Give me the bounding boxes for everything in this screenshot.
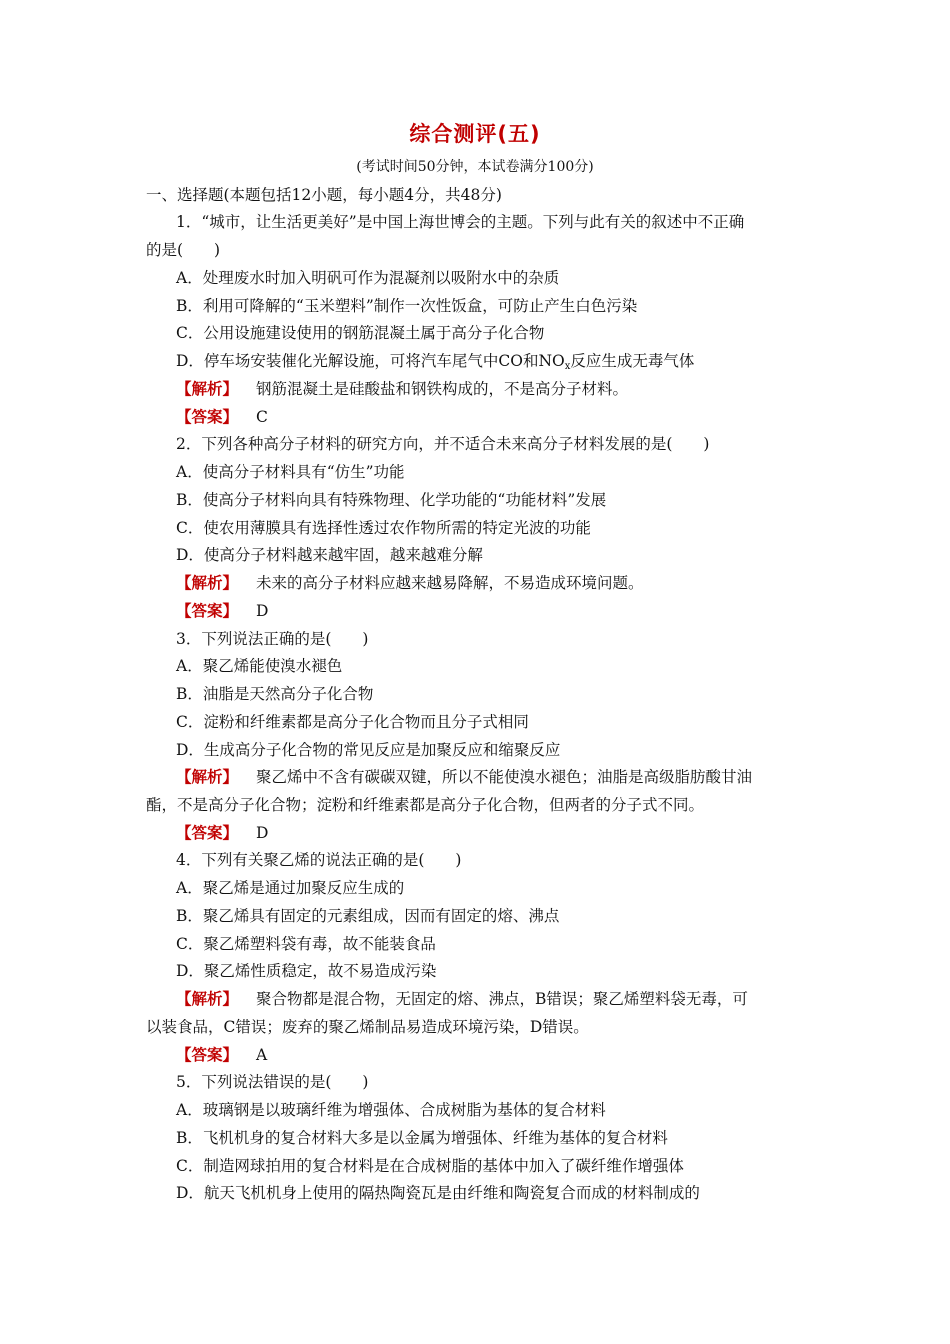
- q1-answer-value: C: [256, 408, 268, 426]
- q4-answer: [176, 1045, 267, 1065]
- q2-analysis: [176, 573, 644, 593]
- q4-option-a: A．聚乙烯是通过加聚反应生成的: [176, 879, 405, 897]
- analysis-tag: 【解析】: [176, 989, 239, 1008]
- q1-analysis-text: 钢筋混凝土是硅酸盐和钢铁构成的，不是高分子材料。: [256, 380, 629, 398]
- q1-stem-cont: 的是( ): [146, 241, 221, 259]
- analysis-tag: 【解析】: [176, 573, 239, 592]
- q3-analysis-text: 聚乙烯中不含有碳碳双键，所以不能使溴水褪色；油脂是高级脂肪酸甘油: [256, 768, 753, 786]
- q1-option-a: A．处理废水时加入明矾可作为混凝剂以吸附水中的杂质: [176, 269, 560, 287]
- q2-stem: 2．下列各种高分子材料的研究方向，并不适合未来高分子材料发展的是( ): [176, 435, 710, 453]
- answer-tag: 【答案】: [176, 823, 239, 842]
- q4-answer-value: A: [256, 1046, 268, 1064]
- answer-tag: 【答案】: [176, 601, 239, 620]
- q5-option-a: A．玻璃钢是以玻璃纤维为增强体、合成树脂为基体的复合材料: [176, 1101, 606, 1119]
- q3-answer: [176, 823, 268, 843]
- q5-option-c: C．制造网球拍用的复合材料是在合成树脂的基体中加入了碳纤维作增强体: [176, 1157, 684, 1175]
- q1-option-b: B．利用可降解的“玉米塑料”制作一次性饭盒，可防止产生白色污染: [176, 297, 638, 315]
- q2-option-a: A．使高分子材料具有“仿生”功能: [176, 463, 405, 481]
- q1-option-d: [176, 351, 694, 377]
- q3-option-c: C．淀粉和纤维素都是高分子化合物而且分子式相同: [176, 713, 529, 731]
- q2-option-d: D．使高分子材料越来越牢固，越来越难分解: [176, 546, 483, 564]
- analysis-tag: 【解析】: [176, 767, 239, 786]
- q3-analysis-cont: 酯，不是高分子化合物；淀粉和纤维素都是高分子化合物，但两者的分子式不同。: [146, 796, 705, 814]
- q4-analysis: [176, 989, 748, 1009]
- q3-analysis: [176, 767, 752, 787]
- q1-option-d-text-end: 反应生成无毒气体: [570, 352, 695, 370]
- q5-stem: 5．下列说法错误的是( ): [176, 1073, 369, 1091]
- q5-option-d: D．航天飞机机身上使用的隔热陶瓷瓦是由纤维和陶瓷复合而成的材料制成的: [176, 1184, 700, 1202]
- q1-stem: 1．“城市，让生活更美好”是中国上海世博会的主题。下列与此有关的叙述中不正确: [176, 213, 745, 231]
- section-heading: 一、选择题(本题包括12小题，每小题4分，共48分): [146, 186, 502, 204]
- q4-option-c: C．聚乙烯塑料袋有毒，故不能装食品: [176, 935, 436, 953]
- q4-option-d: D．聚乙烯性质稳定，故不易造成污染: [176, 962, 437, 980]
- q4-analysis-text: 聚合物都是混合物，无固定的熔、沸点，B错误；聚乙烯塑料袋无毒，可: [256, 990, 748, 1008]
- q1-option-c: C．公用设施建设使用的钢筋混凝土属于高分子化合物: [176, 324, 545, 342]
- q3-option-d: D．生成高分子化合物的常见反应是加聚反应和缩聚反应: [176, 741, 561, 759]
- q5-option-b: B．飞机机身的复合材料大多是以金属为增强体、纤维为基体的复合材料: [176, 1129, 668, 1147]
- q3-answer-value: D: [256, 824, 269, 842]
- q2-analysis-text: 未来的高分子材料应越来越易降解，不易造成环境问题。: [256, 574, 644, 592]
- q4-analysis-cont: 以装食品，C错误；废弃的聚乙烯制品易造成环境污染，D错误。: [146, 1018, 589, 1036]
- q1-option-d-subscript: x: [564, 361, 571, 372]
- q2-answer-value: D: [256, 602, 269, 620]
- q3-option-b: B．油脂是天然高分子化合物: [176, 685, 374, 703]
- q3-option-a: A．聚乙烯能使溴水褪色: [176, 657, 343, 675]
- analysis-tag: 【解析】: [176, 379, 239, 398]
- answer-tag: 【答案】: [176, 407, 239, 426]
- q4-stem: 4．下列有关聚乙烯的说法正确的是( ): [176, 851, 462, 869]
- q1-analysis: [176, 379, 628, 399]
- answer-tag: 【答案】: [176, 1045, 239, 1064]
- q1-option-d-text: D．停车场安装催化光解设施，可将汽车尾气中CO和NO: [176, 352, 565, 370]
- page-title: 综合测评(五): [409, 122, 541, 146]
- exam-info: (考试时间50分钟，本试卷满分100分): [356, 159, 594, 175]
- q2-option-c: C．使农用薄膜具有选择性透过农作物所需的特定光波的功能: [176, 519, 591, 537]
- q4-option-b: B．聚乙烯具有固定的元素组成，因而有固定的熔、沸点: [176, 907, 560, 925]
- q2-answer: [176, 601, 268, 621]
- q2-option-b: B．使高分子材料向具有特殊物理、化学功能的“功能材料”发展: [176, 491, 607, 509]
- q1-answer: [176, 407, 268, 427]
- q3-stem: 3．下列说法正确的是( ): [176, 630, 369, 648]
